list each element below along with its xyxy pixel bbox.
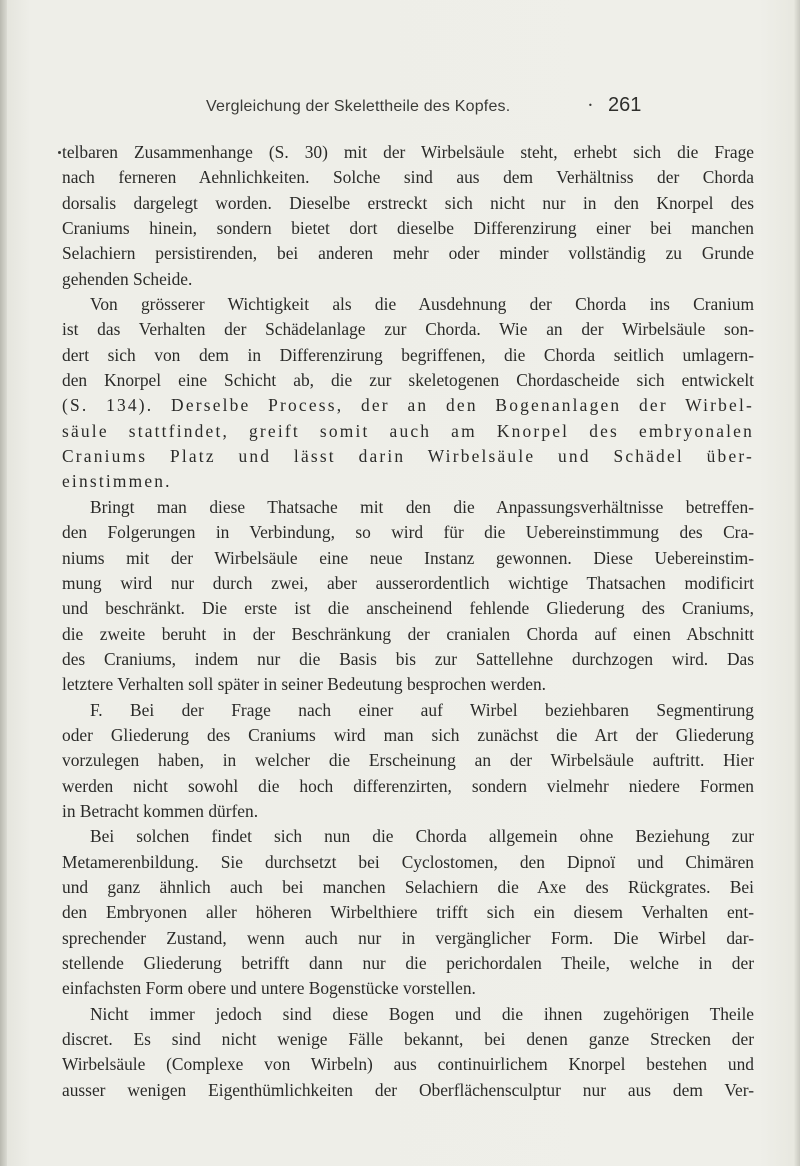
text-line: Bringt man diese Thatsache mit den die Anpassungsverhältnisse betreffen-: [90, 496, 754, 517]
header-bullet: •: [588, 101, 593, 110]
text-line: den Embryonen aller höheren Wirbelthiere trifft sich ein diesem Verhalten ent-: [62, 902, 754, 923]
text-line: Nicht immer jedoch sind diese Bogen und die ihnen zugehörigen Theile: [90, 1003, 754, 1024]
text-line: dert sich von dem in Differenzirung begriffenen, die Chorda seitlich umlagern-: [62, 344, 754, 365]
page-number: 261: [608, 94, 642, 116]
text-line: Wirbelsäule (Complexe von Wirbeln) aus continuirlichem Knorpel bestehen und: [62, 1054, 754, 1075]
body-text: [62, 140, 754, 1103]
text-line-spaced: Craniums Platz und lässt darin Wirbelsäule und Schädel über-: [62, 446, 754, 467]
text-line-spaced: säule stattfindet, greift somit auch am Knorpel des embryonalen: [62, 420, 754, 441]
running-head: Vergleichung der Skelettheile des Kopfes.: [206, 98, 511, 115]
text-line-spaced: einstimmen.: [62, 471, 172, 492]
text-line: Selachiern persistirenden, bei anderen mehr oder minder vollständig zu Grunde: [62, 243, 754, 264]
text-line: einfachsten Form obere und untere Bogenstücke vorstellen.: [62, 978, 476, 999]
text-line: und ganz ähnlich auch bei manchen Selachiern die Axe des Rückgrates. Bei: [62, 876, 754, 897]
text-line: werden nicht sowohl die hoch differenzirten, sondern vielmehr niedere Formen: [62, 775, 754, 796]
text-line: den Knorpel eine Schicht ab, die zur skeletogenen Chordascheide sich entwickelt: [62, 370, 754, 391]
text-line: ausser wenigen Eigenthümlichkeiten der Oberflächensculptur nur aus dem Ver-: [62, 1079, 754, 1100]
page-header: [60, 94, 750, 124]
text-line: Metamerenbildung. Sie durchsetzt bei Cyclostomen, den Dipnoï und Chimären: [62, 851, 754, 872]
text-line: stellende Gliederung betrifft dann nur die perichordalen Theile, welche in der: [62, 953, 754, 973]
text-line: oder Gliederung des Craniums wird man sich zunächst die Art der Gliederung: [62, 724, 754, 745]
text-line: des Craniums, indem nur die Basis bis zur Sattellehne durchzogen wird. Das: [62, 648, 754, 669]
text-line: dorsalis dargelegt worden. Dieselbe erstreckt sich nicht nur in den Knorpel des: [62, 192, 754, 213]
text-line: niums mit der Wirbelsäule eine neue Instanz gewonnen. Diese Uebereinstim-: [62, 547, 754, 568]
stray-print-mark: [58, 151, 61, 154]
text-line: ist das Verhalten der Schädelanlage zur Chorda. Wie an der Wirbelsäule son-: [62, 319, 754, 340]
text-line: Von grösserer Wichtigkeit als die Ausdehnung der Chorda ins Cranium: [90, 294, 754, 315]
text-line: vorzulegen haben, in welcher die Erscheinung an der Wirbelsäule auftritt. Hier: [62, 750, 754, 771]
text-line: gehenden Scheide.: [62, 268, 193, 289]
text-line: und beschränkt. Die erste ist die anscheinend fehlende Gliederung des Craniums,: [62, 598, 754, 619]
text-line: den Folgerungen in Verbindung, so wird für die Uebereinstimmung des Cra-: [62, 522, 754, 543]
text-line: in Betracht kommen dürfen.: [62, 800, 259, 821]
section-f-line: F. Bei der Frage nach einer auf Wirbel beziehbaren Segmentirung: [90, 699, 754, 720]
text-line: Craniums hinein, sondern bietet dort dieselbe Differenzirung einer bei manchen: [62, 218, 754, 239]
text-line: sprechender Zustand, wenn auch nur in vergänglicher Form. Die Wirbel dar-: [62, 927, 754, 948]
text-line: mung wird nur durch zwei, aber ausserordentlich wichtige Thatsachen modificirt: [62, 572, 754, 593]
page-right-edge-shadow: [794, 0, 800, 1166]
text-line-spaced: (S. 134). Derselbe Process, der an den Bogenanlagen der Wirbel-: [62, 395, 754, 416]
text-line: nach ferneren Aehnlichkeiten. Solche sind aus dem Verhältniss der Chorda: [62, 167, 754, 188]
text-line: telbaren Zusammenhange (S. 30) mit der Wirbelsäule steht, erhebt sich die Frage: [62, 142, 754, 162]
text-line: letztere Verhalten soll später in seiner Bedeutung besprochen werden.: [62, 674, 547, 695]
text-line: Bei solchen findet sich nun die Chorda allgemein ohne Beziehung zur: [90, 826, 754, 847]
text-line: die zweite beruht in der Beschränkung der cranialen Chorda auf einen Abschnitt: [62, 623, 754, 644]
text-line: discret. Es sind nicht wenige Fälle bekannt, bei denen ganze Strecken der: [62, 1029, 754, 1050]
page-left-edge-shadow: [0, 0, 7, 1166]
